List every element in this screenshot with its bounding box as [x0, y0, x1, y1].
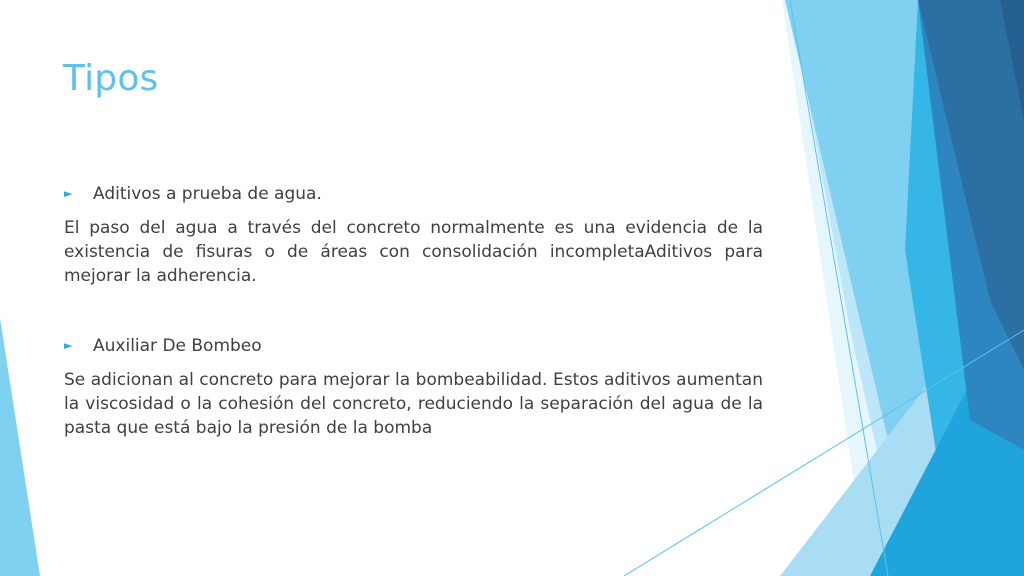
slide-content [64, 182, 763, 440]
arrow-bullet-icon: ► [64, 339, 73, 352]
body-paragraph: Se adicionan al concreto para mejorar la bombeabilidad. Estos aditivos aumentan la viscosidad o la cohesión del concreto, reduciendo la separación del agua de la pasta que está bajo la presión de la bomba [64, 370, 763, 438]
slide-title: Tipos [63, 58, 159, 99]
left-accent-shape [0, 318, 40, 576]
arrow-bullet-icon: ► [64, 187, 73, 200]
bullet-heading: Aditivos a prueba de agua. [93, 184, 322, 204]
body-paragraph: El paso del agua a través del concreto normalmente es una evidencia de la existencia de fisuras o de áreas con consolidación incompletaAditivos para mejorar la adherencia. [64, 218, 763, 286]
bullet-heading: Auxiliar De Bombeo [93, 336, 262, 356]
bullet-item [64, 182, 763, 206]
bullet-item [64, 334, 763, 358]
